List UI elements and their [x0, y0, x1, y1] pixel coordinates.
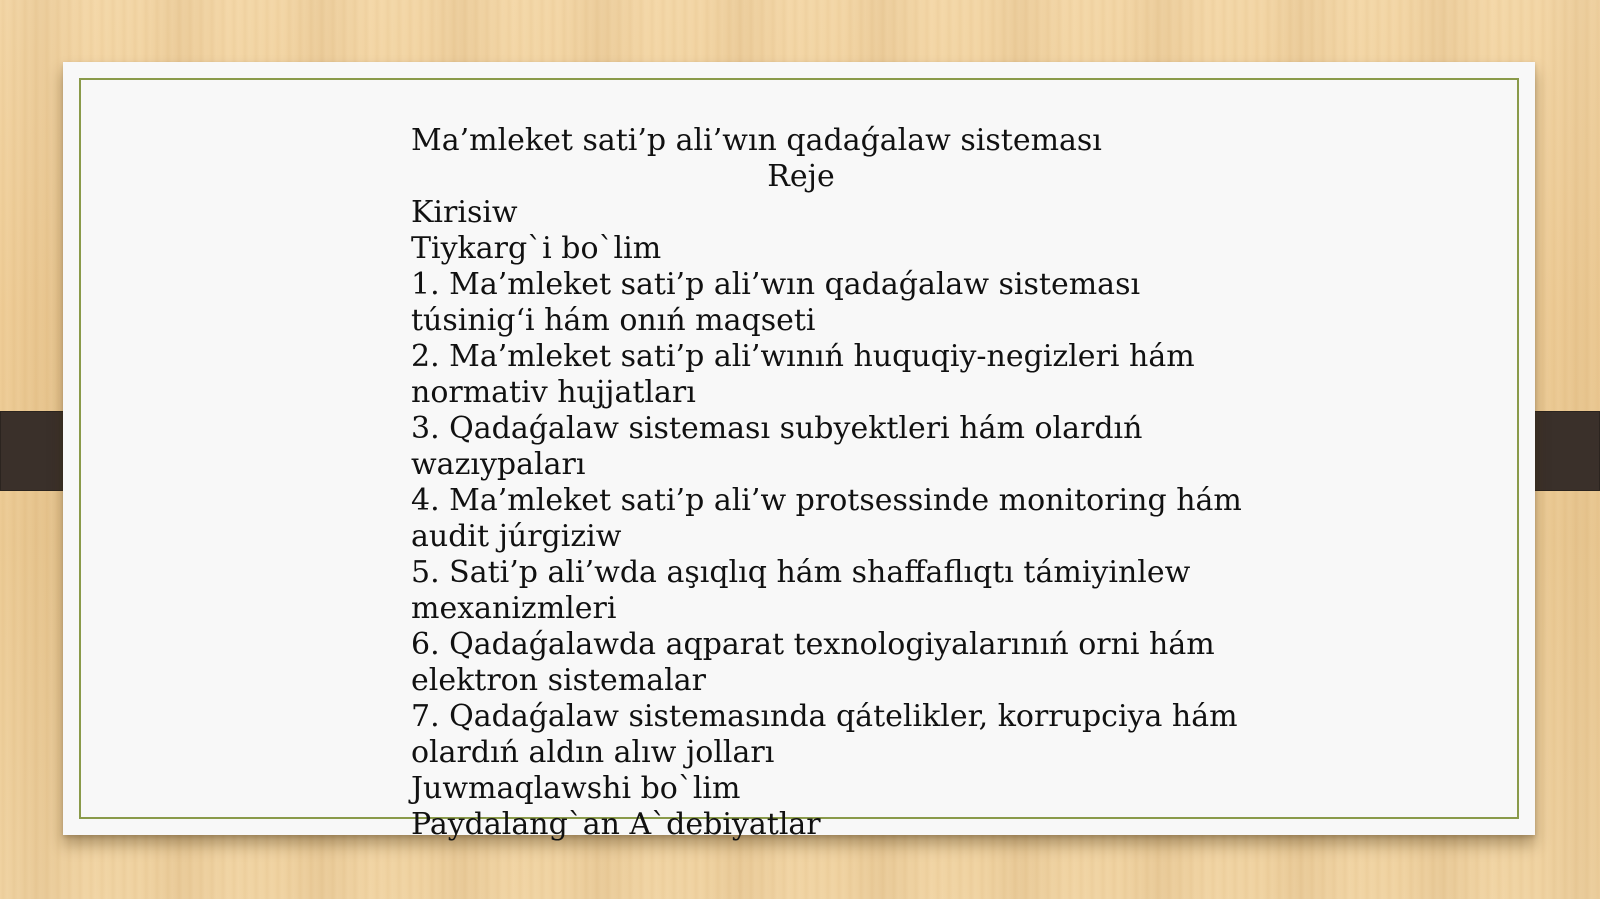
outline-line: elektron sistemalar [411, 663, 706, 698]
document-title: Ma’mleket sati’p ali’wın qadaǵalaw sisteması [411, 123, 1102, 158]
outline-line: audit júrgiziw [411, 519, 622, 554]
outline-line: 7. Qadaǵalaw sistemasında qátelikler, korrupciya hám [411, 699, 1238, 734]
outline-line: Kirisiw [411, 195, 518, 230]
outline-line: Juwmaqlawshi bo`lim [411, 771, 741, 806]
outline-line: 4. Ma’mleket sati’p ali’w protsessinde monitoring hám [411, 483, 1242, 518]
outline-line: normativ hujjatları [411, 375, 696, 410]
document-subtitle: Reje [767, 159, 835, 194]
outline-line: 1. Ma’mleket sati’p ali’wın qadaǵalaw sisteması [411, 267, 1141, 302]
outline-line: Paydalang`an A`debiyatlar [411, 807, 821, 842]
slide-text-block [411, 123, 1242, 843]
outline-line: 2. Ma’mleket sati’p ali’wınıń huquqiy-negizleri hám [411, 339, 1195, 374]
outline-line: olardıń aldın alıw jolları [411, 735, 775, 770]
outline-line: mexanizmleri [411, 591, 617, 626]
outline-line: 3. Qadaǵalaw sisteması subyektleri hám olardıń [411, 411, 1143, 446]
outline-line: túsinig‘i hám onıń maqseti [411, 303, 816, 338]
outline-line: wazıypaları [411, 447, 586, 482]
outline-line: Tiykarg`i bo`lim [411, 231, 662, 266]
outline-line: 5. Sati’p ali’wda aşıqlıq hám shaffaflıqtı támiyinlew [411, 555, 1191, 590]
outline-line: 6. Qadaǵalawda aqparat texnologiyalarınıń orni hám [411, 627, 1215, 662]
